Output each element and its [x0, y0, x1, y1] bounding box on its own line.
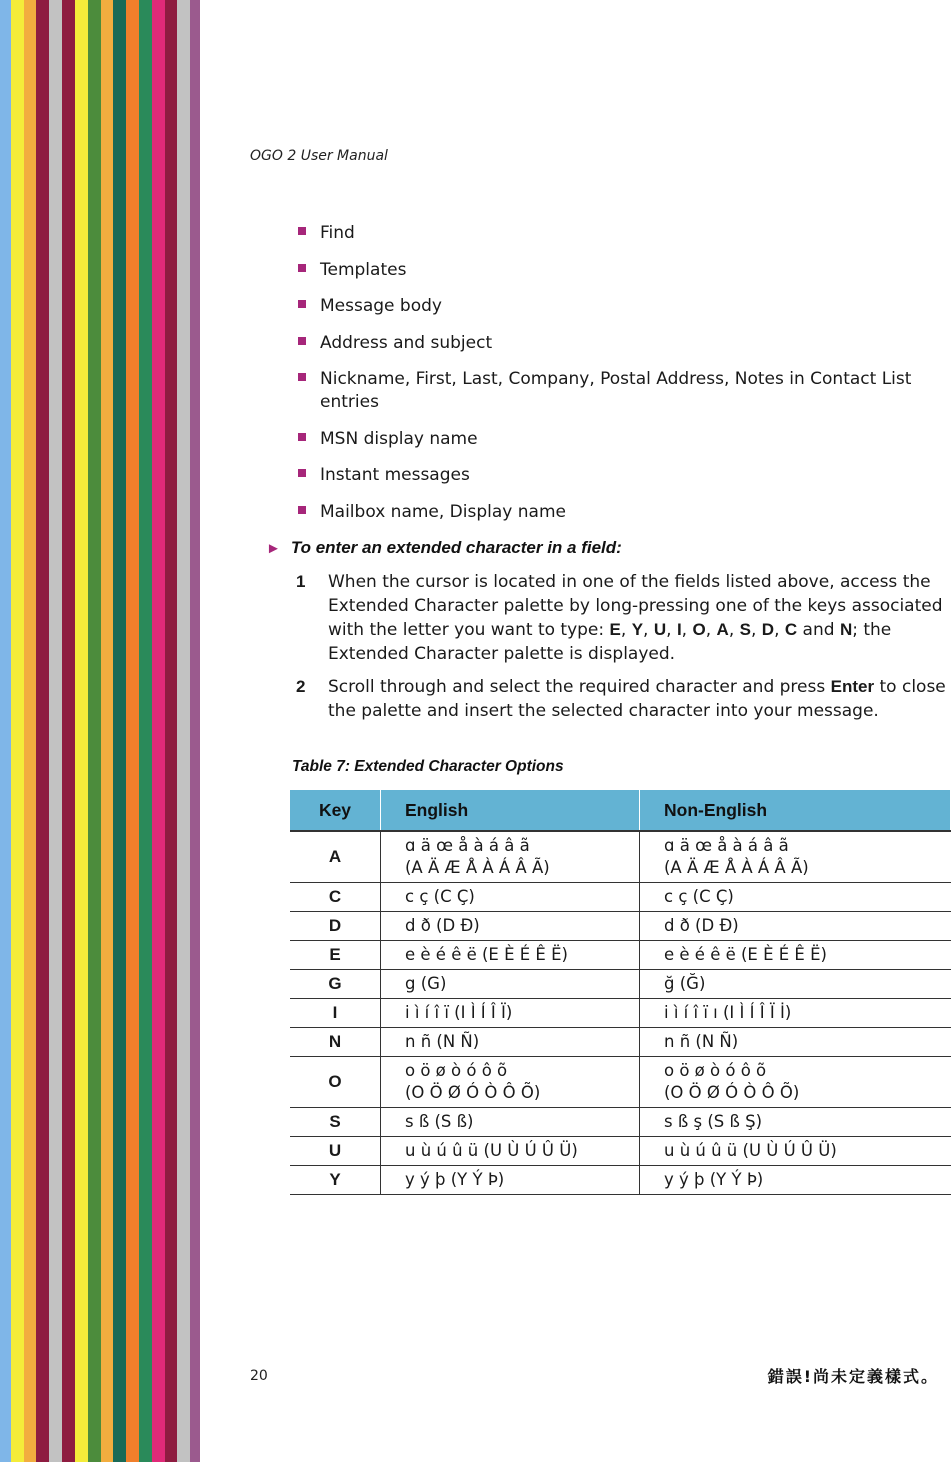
square-bullet-icon: [298, 300, 306, 308]
stripe: [190, 0, 200, 1462]
separator: ,: [705, 620, 717, 640]
stripe: [62, 0, 75, 1462]
table-row: [290, 941, 951, 970]
separator: ,: [620, 620, 632, 640]
cell-line: ɑ ä œ å à á â ã: [664, 836, 789, 855]
step-text: to close the palette and insert the selected character into your message.: [328, 677, 946, 721]
stripe: [101, 0, 114, 1462]
key-cell: O: [290, 1057, 381, 1108]
stripe: [36, 0, 49, 1462]
stripe: [75, 0, 88, 1462]
non-english-cell: [640, 1057, 951, 1108]
separator: ,: [681, 620, 693, 640]
cell-line: o ö ø ò ó ô õ: [664, 1061, 767, 1080]
key-cell: N: [290, 1028, 381, 1057]
english-cell: [381, 1057, 640, 1108]
key-cell: Y: [290, 1166, 381, 1195]
bullet-list: [298, 222, 938, 537]
english-cell: n ñ (N Ñ): [381, 1028, 640, 1057]
list-item: [298, 259, 938, 282]
list-item: [298, 428, 938, 451]
table-row: [290, 1057, 951, 1108]
english-cell: c ç (C Ç): [381, 883, 640, 912]
cell-line: (O Ö Ø Ó Ò Ô Õ): [405, 1083, 541, 1102]
column-header-key: Key: [290, 790, 381, 831]
separator: and: [797, 620, 840, 640]
square-bullet-icon: [298, 337, 306, 345]
procedure-heading-text: To enter an extended character in a field:: [290, 538, 622, 557]
list-item-text: Nickname, First, Last, Company, Postal Address, Notes in Contact List entries: [320, 369, 912, 412]
key-label: A: [716, 620, 729, 639]
english-cell: [381, 831, 640, 883]
non-english-cell: e è é ê ë (E È É Ê Ë): [640, 941, 951, 970]
list-item: [298, 464, 938, 487]
decorative-color-stripes: [0, 0, 200, 1462]
page-number: 20: [250, 1368, 268, 1384]
footer-corner-text: 錯誤!尚未定義樣式。: [767, 1367, 939, 1386]
table-row: [290, 1137, 951, 1166]
procedure-steps: [296, 570, 948, 732]
cell-line: ɑ ä œ å à á â ã: [405, 836, 530, 855]
key-cell: C: [290, 883, 381, 912]
step-text: When the cursor is located in one of the fields listed above, access the Extended Character palette by long-pressing one of the keys associated with the letter you want to type:: [328, 572, 943, 640]
table-row: [290, 1166, 951, 1195]
document-header: OGO 2 User Manual: [250, 148, 388, 164]
stripe: [11, 0, 24, 1462]
step-number: 2: [296, 677, 306, 696]
key-label: O: [692, 620, 706, 639]
key-cell: I: [290, 999, 381, 1028]
list-item-text: MSN display name: [320, 428, 478, 449]
column-header-english: English: [381, 790, 640, 831]
key-cell: G: [290, 970, 381, 999]
stripe: [126, 0, 139, 1462]
key-cell: E: [290, 941, 381, 970]
table-row: [290, 1108, 951, 1137]
key-label: E: [609, 620, 621, 639]
cell-line: (A Ä Æ Å À Á Â Ã): [405, 858, 550, 877]
list-item: [298, 368, 938, 414]
list-item-text: Find: [320, 223, 355, 243]
cell-line: (O Ö Ø Ó Ò Ô Õ): [664, 1083, 800, 1102]
separator: ,: [774, 620, 785, 640]
non-english-cell: s ß ş (S ß Ş): [640, 1108, 951, 1137]
non-english-cell: [640, 831, 951, 883]
key-label: S: [739, 620, 751, 639]
table-row: [290, 912, 951, 941]
english-cell: u ù ú û ü (U Ù Ú Û Ü): [381, 1137, 640, 1166]
table-row: [290, 831, 951, 883]
non-english-cell: i ì í î ï ı (I Ì Í Î Ï İ): [640, 999, 951, 1028]
key-label: C: [784, 620, 798, 639]
stripe: [88, 0, 101, 1462]
non-english-cell: d ð (D Đ): [640, 912, 951, 941]
key-cell: D: [290, 912, 381, 941]
square-bullet-icon: [298, 227, 306, 235]
square-bullet-icon: [298, 506, 306, 514]
square-bullet-icon: [298, 373, 306, 381]
non-english-cell: c ç (C Ç): [640, 883, 951, 912]
arrow-right-icon: ►: [266, 540, 281, 557]
english-cell: s ß (S ß): [381, 1108, 640, 1137]
stripe: [49, 0, 62, 1462]
table-row: [290, 1028, 951, 1057]
step-text: ; the Extended Character palette is displayed.: [328, 620, 892, 664]
non-english-cell: n ñ (N Ñ): [640, 1028, 951, 1057]
list-item-text: Templates: [320, 259, 407, 280]
stripe: [165, 0, 178, 1462]
cell-line: (A Ä Æ Å À Á Â Ã): [664, 858, 809, 877]
table-caption: Table 7: Extended Character Options: [292, 758, 564, 775]
separator: ,: [750, 620, 762, 640]
procedure-heading: [266, 538, 622, 558]
list-item-text: Address and subject: [320, 332, 493, 353]
list-item: [298, 332, 938, 355]
step-text: Scroll through and select the required character and press: [328, 677, 831, 697]
separator: ,: [666, 620, 677, 640]
table-row: [290, 970, 951, 999]
square-bullet-icon: [298, 469, 306, 477]
stripe: [24, 0, 37, 1462]
english-cell: d ð (D Đ): [381, 912, 640, 941]
stripe: [113, 0, 126, 1462]
key-label: Y: [631, 620, 644, 639]
key-label: N: [839, 620, 853, 639]
stripe: [152, 0, 165, 1462]
key-cell: A: [290, 831, 381, 883]
separator: ,: [728, 620, 740, 640]
separator: ,: [643, 620, 654, 640]
step-number: 1: [296, 572, 306, 591]
non-english-cell: y ý þ (Y Ý Þ): [640, 1166, 951, 1195]
step-1: [296, 570, 948, 666]
step-2: [296, 675, 948, 723]
key-cell: U: [290, 1137, 381, 1166]
key-label: U: [653, 620, 667, 639]
cell-line: o ö ø ò ó ô õ: [405, 1061, 508, 1080]
list-item-text: Instant messages: [320, 465, 470, 485]
list-item: [298, 501, 938, 524]
english-cell: e è é ê ë (E È É Ê Ë): [381, 941, 640, 970]
table-header-row: [290, 790, 951, 831]
list-item-text: Message body: [320, 296, 442, 316]
stripe: [0, 0, 11, 1462]
english-cell: g (G): [381, 970, 640, 999]
table-row: [290, 999, 951, 1028]
extended-character-table: [290, 790, 951, 1195]
stripe: [177, 0, 190, 1462]
list-item: [298, 222, 938, 245]
stripe: [139, 0, 152, 1462]
column-header-non-english: Non-English: [640, 790, 951, 831]
key-label: D: [761, 620, 775, 639]
english-cell: y ý þ (Y Ý Þ): [381, 1166, 640, 1195]
list-item-text: Mailbox name, Display name: [320, 501, 566, 522]
key-label: I: [676, 620, 682, 639]
square-bullet-icon: [298, 433, 306, 441]
english-cell: i ì í î ï (I Ì Í Î Ï): [381, 999, 640, 1028]
key-cell: S: [290, 1108, 381, 1137]
non-english-cell: ğ (Ğ): [640, 970, 951, 999]
list-item: [298, 295, 938, 318]
key-label: Enter: [830, 677, 875, 696]
table-row: [290, 883, 951, 912]
square-bullet-icon: [298, 264, 306, 272]
non-english-cell: u ù ú û ü (U Ù Ú Û Ü): [640, 1137, 951, 1166]
